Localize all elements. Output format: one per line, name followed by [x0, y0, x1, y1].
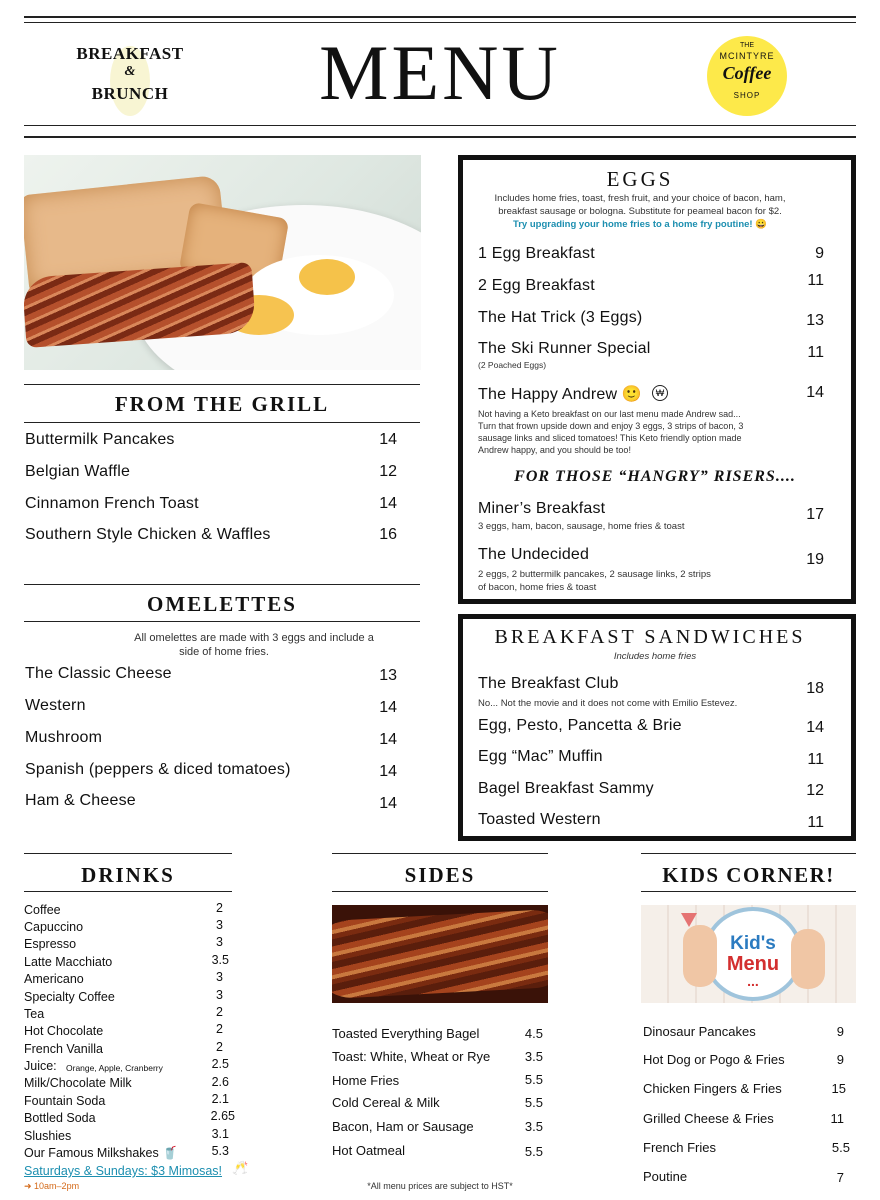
eggs-desc: breakfast sausage or bologna. Substitute for peameal bacon for $2.: [498, 206, 782, 217]
plate-line2: Menu: [726, 953, 780, 975]
coffee-shop-logo: [707, 36, 787, 116]
drink-item-name: Americano: [24, 972, 84, 986]
sandwich-item-name: The Breakfast Club: [478, 675, 619, 692]
left-hand: [683, 925, 717, 987]
omelette-item-name: Western: [25, 697, 86, 714]
eggs-item-price: 11: [807, 272, 824, 289]
eggs-desc: Includes home fries, toast, fresh fruit, and your choice of bacon, ham,: [494, 193, 786, 204]
drink-item-name: Capuccino: [24, 920, 84, 934]
wheat-icon: ₩: [652, 385, 668, 401]
sandwich-item-price: 11: [807, 814, 824, 831]
grill-item-price: 14: [379, 431, 397, 448]
drink-item-name: French Vanilla: [24, 1042, 103, 1056]
drink-item-price: 3: [216, 935, 223, 949]
omelette-item-price: 14: [379, 763, 397, 780]
header-bottom-rule-2: [24, 136, 856, 138]
logo-shop: SHOP: [733, 91, 761, 100]
omelettes-desc: side of home fries.: [179, 646, 269, 658]
drink-item-price: 2: [216, 901, 223, 915]
eggs-item-name: 1 Egg Breakfast: [478, 245, 595, 262]
eggs-item-price: 14: [806, 384, 824, 401]
sandwich-item-name: Bagel Breakfast Sammy: [478, 780, 654, 797]
brunch-logo: [60, 38, 200, 122]
drink-item-price: 3.5: [211, 953, 229, 967]
sandwich-item-name: Egg “Mac” Muffin: [478, 748, 603, 765]
drink-item-name: Espresso: [24, 937, 77, 951]
hst-footnote: *All menu prices are subject to HST*: [367, 1181, 513, 1191]
logo-the: THE: [740, 42, 754, 49]
kids-menu-photo: [641, 905, 856, 1003]
hangry-item-desc: of bacon, home fries & toast: [478, 582, 597, 593]
omelette-item-name: Ham & Cheese: [25, 792, 136, 809]
kids-item-price: 9: [836, 1024, 844, 1039]
drink-item-price: 3: [216, 918, 223, 932]
grill-item-price: 16: [379, 526, 397, 543]
drink-item-price: 3: [216, 970, 223, 984]
drink-item-name: Milk/Chocolate Milk: [24, 1076, 132, 1090]
drink-item-price: 2.65: [210, 1109, 235, 1123]
header-bottom-rule: [24, 125, 856, 126]
sides-top-rule: [332, 853, 548, 854]
kids-item-price: 5.5: [831, 1140, 850, 1155]
kids-title: KIDS CORNER!: [662, 863, 835, 887]
drink-item-price: 2: [216, 1022, 223, 1036]
drink-item-price: 3: [216, 988, 223, 1002]
drinks-title: DRINKS: [81, 863, 175, 887]
side-item-price: 5.5: [524, 1095, 543, 1110]
grill-title: FROM THE GRILL: [114, 392, 330, 416]
drink-item-name: Tea: [24, 1007, 45, 1021]
eggs-item-desc: sausage links and sliced tomatoes! This Keto friendly option made: [478, 433, 742, 443]
grill-item-name: Cinnamon French Toast: [25, 495, 199, 512]
omelettes-bottom-rule: [24, 621, 420, 622]
side-item-price: 3.5: [524, 1049, 543, 1064]
plate-line1: Kid's: [730, 933, 776, 954]
eggs-item-name: The Happy Andrew 🙂: [478, 386, 643, 403]
sandwiches-title: BREAKFAST SANDWICHES: [494, 626, 806, 648]
kids-item-name: French Fries: [643, 1140, 716, 1155]
eggs-item-name: The Ski Runner Special: [478, 340, 651, 357]
sandwich-item-price: 11: [807, 751, 824, 768]
sandwich-item-note: No... Not the movie and it does not come with Emilio Estevez.: [478, 698, 738, 709]
kids-item-price: 15: [831, 1081, 846, 1096]
drink-item-name: Latte Macchiato: [24, 955, 113, 969]
drink-item-name: Coffee: [24, 903, 61, 917]
drink-item-price: 5.3: [211, 1144, 229, 1158]
drink-item-price: 2.6: [211, 1075, 229, 1089]
kids-item-name: Poutine: [643, 1169, 688, 1184]
kids-item-price: 7: [836, 1170, 844, 1185]
omelettes-desc: All omelettes are made with 3 eggs and include a: [134, 632, 374, 644]
sandwich-item-price: 18: [806, 680, 824, 697]
hangry-item-desc: 2 eggs, 2 buttermilk pancakes, 2 sausage links, 2 strips: [478, 569, 711, 580]
sandwich-item-name: Toasted Western: [478, 811, 601, 828]
drink-item-name: Fountain Soda: [24, 1094, 106, 1108]
omelettes-title: OMELETTES: [147, 592, 297, 616]
drink-item-price: 2.1: [211, 1092, 229, 1106]
brunch-line1: BREAKFAST: [76, 44, 184, 63]
eggs-item-name: 2 Egg Breakfast: [478, 277, 595, 294]
grill-item-price: 12: [379, 463, 397, 480]
logo-coffee: Coffee: [722, 63, 772, 83]
side-item-name: Home Fries: [332, 1073, 400, 1088]
omelette-item-name: Spanish (peppers & diced tomatoes): [25, 761, 291, 778]
omelette-item-name: The Classic Cheese: [25, 665, 172, 682]
eggs-upgrade: Try upgrading your home fries to a home fry poutine! 😀: [512, 219, 768, 230]
kids-item-name: Dinosaur Pancakes: [643, 1024, 756, 1039]
eggs-item-price: 9: [815, 245, 824, 262]
drinks-bottom-rule: [24, 891, 232, 892]
side-item-name: Hot Oatmeal: [332, 1143, 405, 1158]
eggs-item-desc: Turn that frown upside down and enjoy 3 eggs, 3 strips of bacon, 3: [478, 421, 744, 431]
bacon-photo: [332, 905, 548, 1003]
drink-item-price: 2.5: [211, 1057, 229, 1071]
kids-item-price: 9: [836, 1052, 844, 1067]
drink-item-price: 2: [216, 1040, 223, 1054]
eggs-item-price: 11: [807, 344, 824, 361]
eggs-item-price: 13: [806, 312, 824, 329]
right-hand: [791, 929, 825, 989]
page-title: MENU: [319, 29, 561, 116]
grill-top-rule: [24, 384, 420, 385]
side-item-price: 5.5: [524, 1144, 543, 1159]
sandwich-item-price: 12: [806, 782, 824, 799]
grill-item-name: Belgian Waffle: [25, 463, 131, 480]
side-item-price: 5.5: [524, 1072, 543, 1087]
hangry-item-desc: 3 eggs, ham, bacon, sausage, home fries & toast: [478, 521, 685, 532]
omelette-item-price: 14: [379, 699, 397, 716]
kids-item-name: Hot Dog or Pogo & Fries: [643, 1052, 785, 1067]
sandwich-item-name: Egg, Pesto, Pancetta & Brie: [478, 717, 682, 734]
sandwich-item-price: 14: [806, 719, 824, 736]
omelette-item-price: 14: [379, 731, 397, 748]
hangry-item-name: Miner’s Breakfast: [478, 500, 606, 517]
drink-item-name: Bottled Soda: [24, 1111, 96, 1125]
omelette-item-price: 14: [379, 795, 397, 812]
breakfast-photo: [24, 155, 421, 370]
brunch-line2: BRUNCH: [91, 84, 169, 103]
grill-bottom-rule: [24, 422, 420, 423]
side-item-price: 4.5: [524, 1026, 543, 1041]
eggs-item-desc: Andrew happy, and you should be too!: [478, 445, 631, 455]
header-top-rule-2: [24, 22, 856, 23]
plate-dots: ...: [747, 973, 759, 989]
eggs-item-desc: Not having a Keto breakfast on our last menu made Andrew sad...: [478, 409, 741, 419]
drink-item-price: 2: [216, 1005, 223, 1019]
kids-item-price: 11: [830, 1111, 844, 1126]
grill-item-name: Southern Style Chicken & Waffles: [25, 526, 271, 543]
mimosa-link[interactable]: Saturdays & Sundays: $3 Mimosas!: [24, 1164, 223, 1178]
kids-item-name: Grilled Cheese & Fries: [643, 1111, 774, 1126]
hangry-item-price: 19: [806, 551, 824, 568]
drink-item-price: 3.1: [211, 1127, 229, 1141]
hangry-item-price: 17: [806, 506, 824, 523]
sides-bottom-rule: [332, 891, 548, 892]
side-item-price: 3.5: [524, 1119, 543, 1134]
grill-item-name: Buttermilk Pancakes: [25, 431, 175, 448]
eggs-item-note: (2 Poached Eggs): [478, 360, 547, 370]
side-item-name: Toast: White, Wheat or Rye: [332, 1049, 491, 1064]
drink-item-sub: Orange, Apple, Cranberry: [66, 1063, 163, 1073]
brunch-amp: &: [124, 64, 136, 79]
mimosa-time: ➜ 10am–2pm: [24, 1181, 80, 1191]
drinks-top-rule: [24, 853, 232, 854]
sandwiches-subtitle: Includes home fries: [613, 651, 697, 662]
omelettes-top-rule: [24, 584, 420, 585]
kids-plate: [703, 907, 803, 1001]
hangry-item-name: The Undecided: [478, 546, 590, 563]
sides-title: SIDES: [404, 863, 476, 887]
hangry-title: FOR THOSE “HANGRY” RISERS....: [514, 468, 796, 485]
champagne-icon: 🥂: [232, 1160, 249, 1175]
side-item-name: Toasted Everything Bagel: [332, 1026, 480, 1041]
omelette-item-name: Mushroom: [25, 729, 103, 746]
eggs-item-name: The Hat Trick (3 Eggs): [478, 309, 643, 326]
drink-item-name: Specialty Coffee: [24, 990, 115, 1004]
drink-item-name: Hot Chocolate: [24, 1024, 104, 1038]
drink-item-name: Slushies: [24, 1129, 72, 1143]
kids-item-name: Chicken Fingers & Fries: [643, 1081, 782, 1096]
drink-item-name: Our Famous Milkshakes 🥤: [24, 1146, 178, 1160]
logo-name: MCINTYRE: [719, 51, 775, 61]
side-item-name: Bacon, Ham or Sausage: [332, 1119, 474, 1134]
header-top-rule: [24, 16, 856, 18]
side-item-name: Cold Cereal & Milk: [332, 1095, 440, 1110]
eggs-title: EGGS: [606, 167, 674, 191]
grill-item-price: 14: [379, 495, 397, 512]
omelette-item-price: 13: [379, 667, 397, 684]
kids-top-rule: [641, 853, 856, 854]
drink-item-name: Juice:: [24, 1059, 57, 1073]
kids-bottom-rule: [641, 891, 856, 892]
